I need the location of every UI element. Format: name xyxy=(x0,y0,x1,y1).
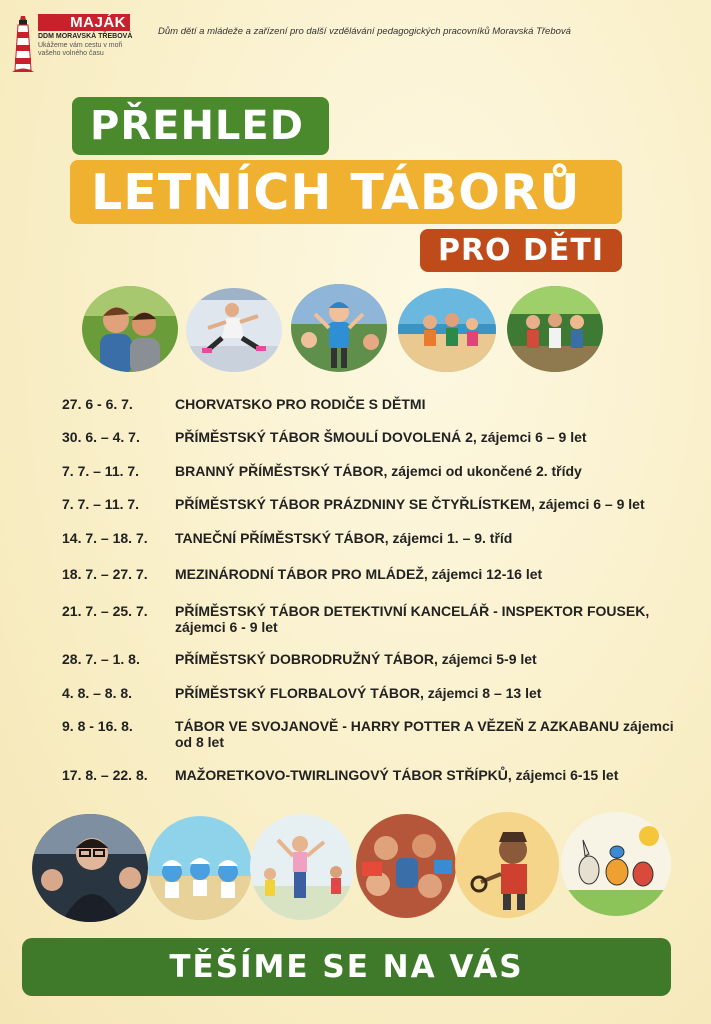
camp-date: 7. 7. – 11. 7. xyxy=(62,496,140,512)
photo-skater xyxy=(186,288,282,372)
camp-description: TANEČNÍ PŘÍMĚSTSKÝ TÁBOR, zájemci 1. – 9. tříd xyxy=(175,530,513,546)
title-line-1: PŘEHLED xyxy=(72,97,329,155)
camp-description: CHORVATSKO PRO RODIČE S DĚTMI xyxy=(175,396,426,412)
photo-smurfs xyxy=(148,816,252,920)
logo-subtitle: DDM MORAVSKÁ TŘEBOVÁ xyxy=(38,33,133,40)
camp-date: 30. 6. – 4. 7. xyxy=(62,429,140,445)
camp-description: TÁBOR VE SVOJANOVĚ - HARRY POTTER A VĚZEŇ Z AZKABANU zájemci od 8 let xyxy=(175,718,674,750)
camp-description: PŘÍMĚSTSKÝ TÁBOR PRÁZDNINY SE ČTYŘLÍSTKEM, zájemci 6 – 9 let xyxy=(175,496,645,512)
camp-description: PŘÍMĚSTSKÝ DOBRODRUŽNÝ TÁBOR, zájemci 5-9 let xyxy=(175,651,537,667)
camp-date: 28. 7. – 1. 8. xyxy=(62,651,140,667)
photo-ctyrlistek xyxy=(561,812,671,916)
organization-name: Dům dětí a mládeže a zařízení pro další vzdělávání pedagogických pracovníků Moravská Třebová xyxy=(158,26,571,37)
logo-tagline: Ukážeme vám cestu v moři vašeho volného času xyxy=(38,42,123,57)
camp-description: BRANNÝ PŘÍMĚSTSKÝ TÁBOR, zájemci od ukončené 2. třídy xyxy=(175,463,582,479)
photo-boys xyxy=(82,286,178,372)
camp-date: 9. 8 - 16. 8. xyxy=(62,718,133,734)
photo-beach xyxy=(398,288,496,372)
lighthouse-icon xyxy=(12,16,34,72)
camp-date: 7. 7. – 11. 7. xyxy=(62,463,140,479)
photo-climbing xyxy=(291,284,387,372)
photo-inspector-fousek xyxy=(455,812,559,918)
camp-date: 27. 6 - 6. 7. xyxy=(62,396,133,412)
photo-dancers xyxy=(250,814,354,920)
title-line-2: LETNÍCH TÁBORŮ xyxy=(70,160,622,224)
camp-date: 17. 8. – 22. 8. xyxy=(62,767,148,783)
title-line-3: PRO DĚTI xyxy=(420,229,622,272)
camp-date: 18. 7. – 27. 7. xyxy=(62,566,148,582)
footer-banner: TĚŠÍME SE NA VÁS xyxy=(22,938,671,996)
camp-description: MEZINÁRODNÍ TÁBOR PRO MLÁDEŽ, zájemci 12-16 let xyxy=(175,566,543,582)
logo-title: MAJÁK xyxy=(38,14,130,31)
photo-hiking xyxy=(507,286,603,372)
camp-description: PŘÍMĚSTSKÝ TÁBOR DETEKTIVNÍ KANCELÁŘ - INSPEKTOR FOUSEK, zájemci 6 - 9 let xyxy=(175,603,650,635)
camp-description: PŘÍMĚSTSKÝ TÁBOR ŠMOULÍ DOVOLENÁ 2, zájemci 6 – 9 let xyxy=(175,429,587,445)
camp-date: 4. 8. – 8. 8. xyxy=(62,685,133,701)
camp-description: MAŽORETKOVO-TWIRLINGOVÝ TÁBOR STŘÍPKŮ, zájemci 6-15 let xyxy=(175,767,619,783)
logo xyxy=(12,14,133,72)
photo-harry-potter xyxy=(32,814,148,922)
camp-date: 14. 7. – 18. 7. xyxy=(62,530,148,546)
camp-description: PŘÍMĚSTSKÝ FLORBALOVÝ TÁBOR, zájemci 8 – 13 let xyxy=(175,685,542,701)
photo-team-huddle xyxy=(356,814,456,918)
camp-date: 21. 7. – 25. 7. xyxy=(62,603,148,619)
